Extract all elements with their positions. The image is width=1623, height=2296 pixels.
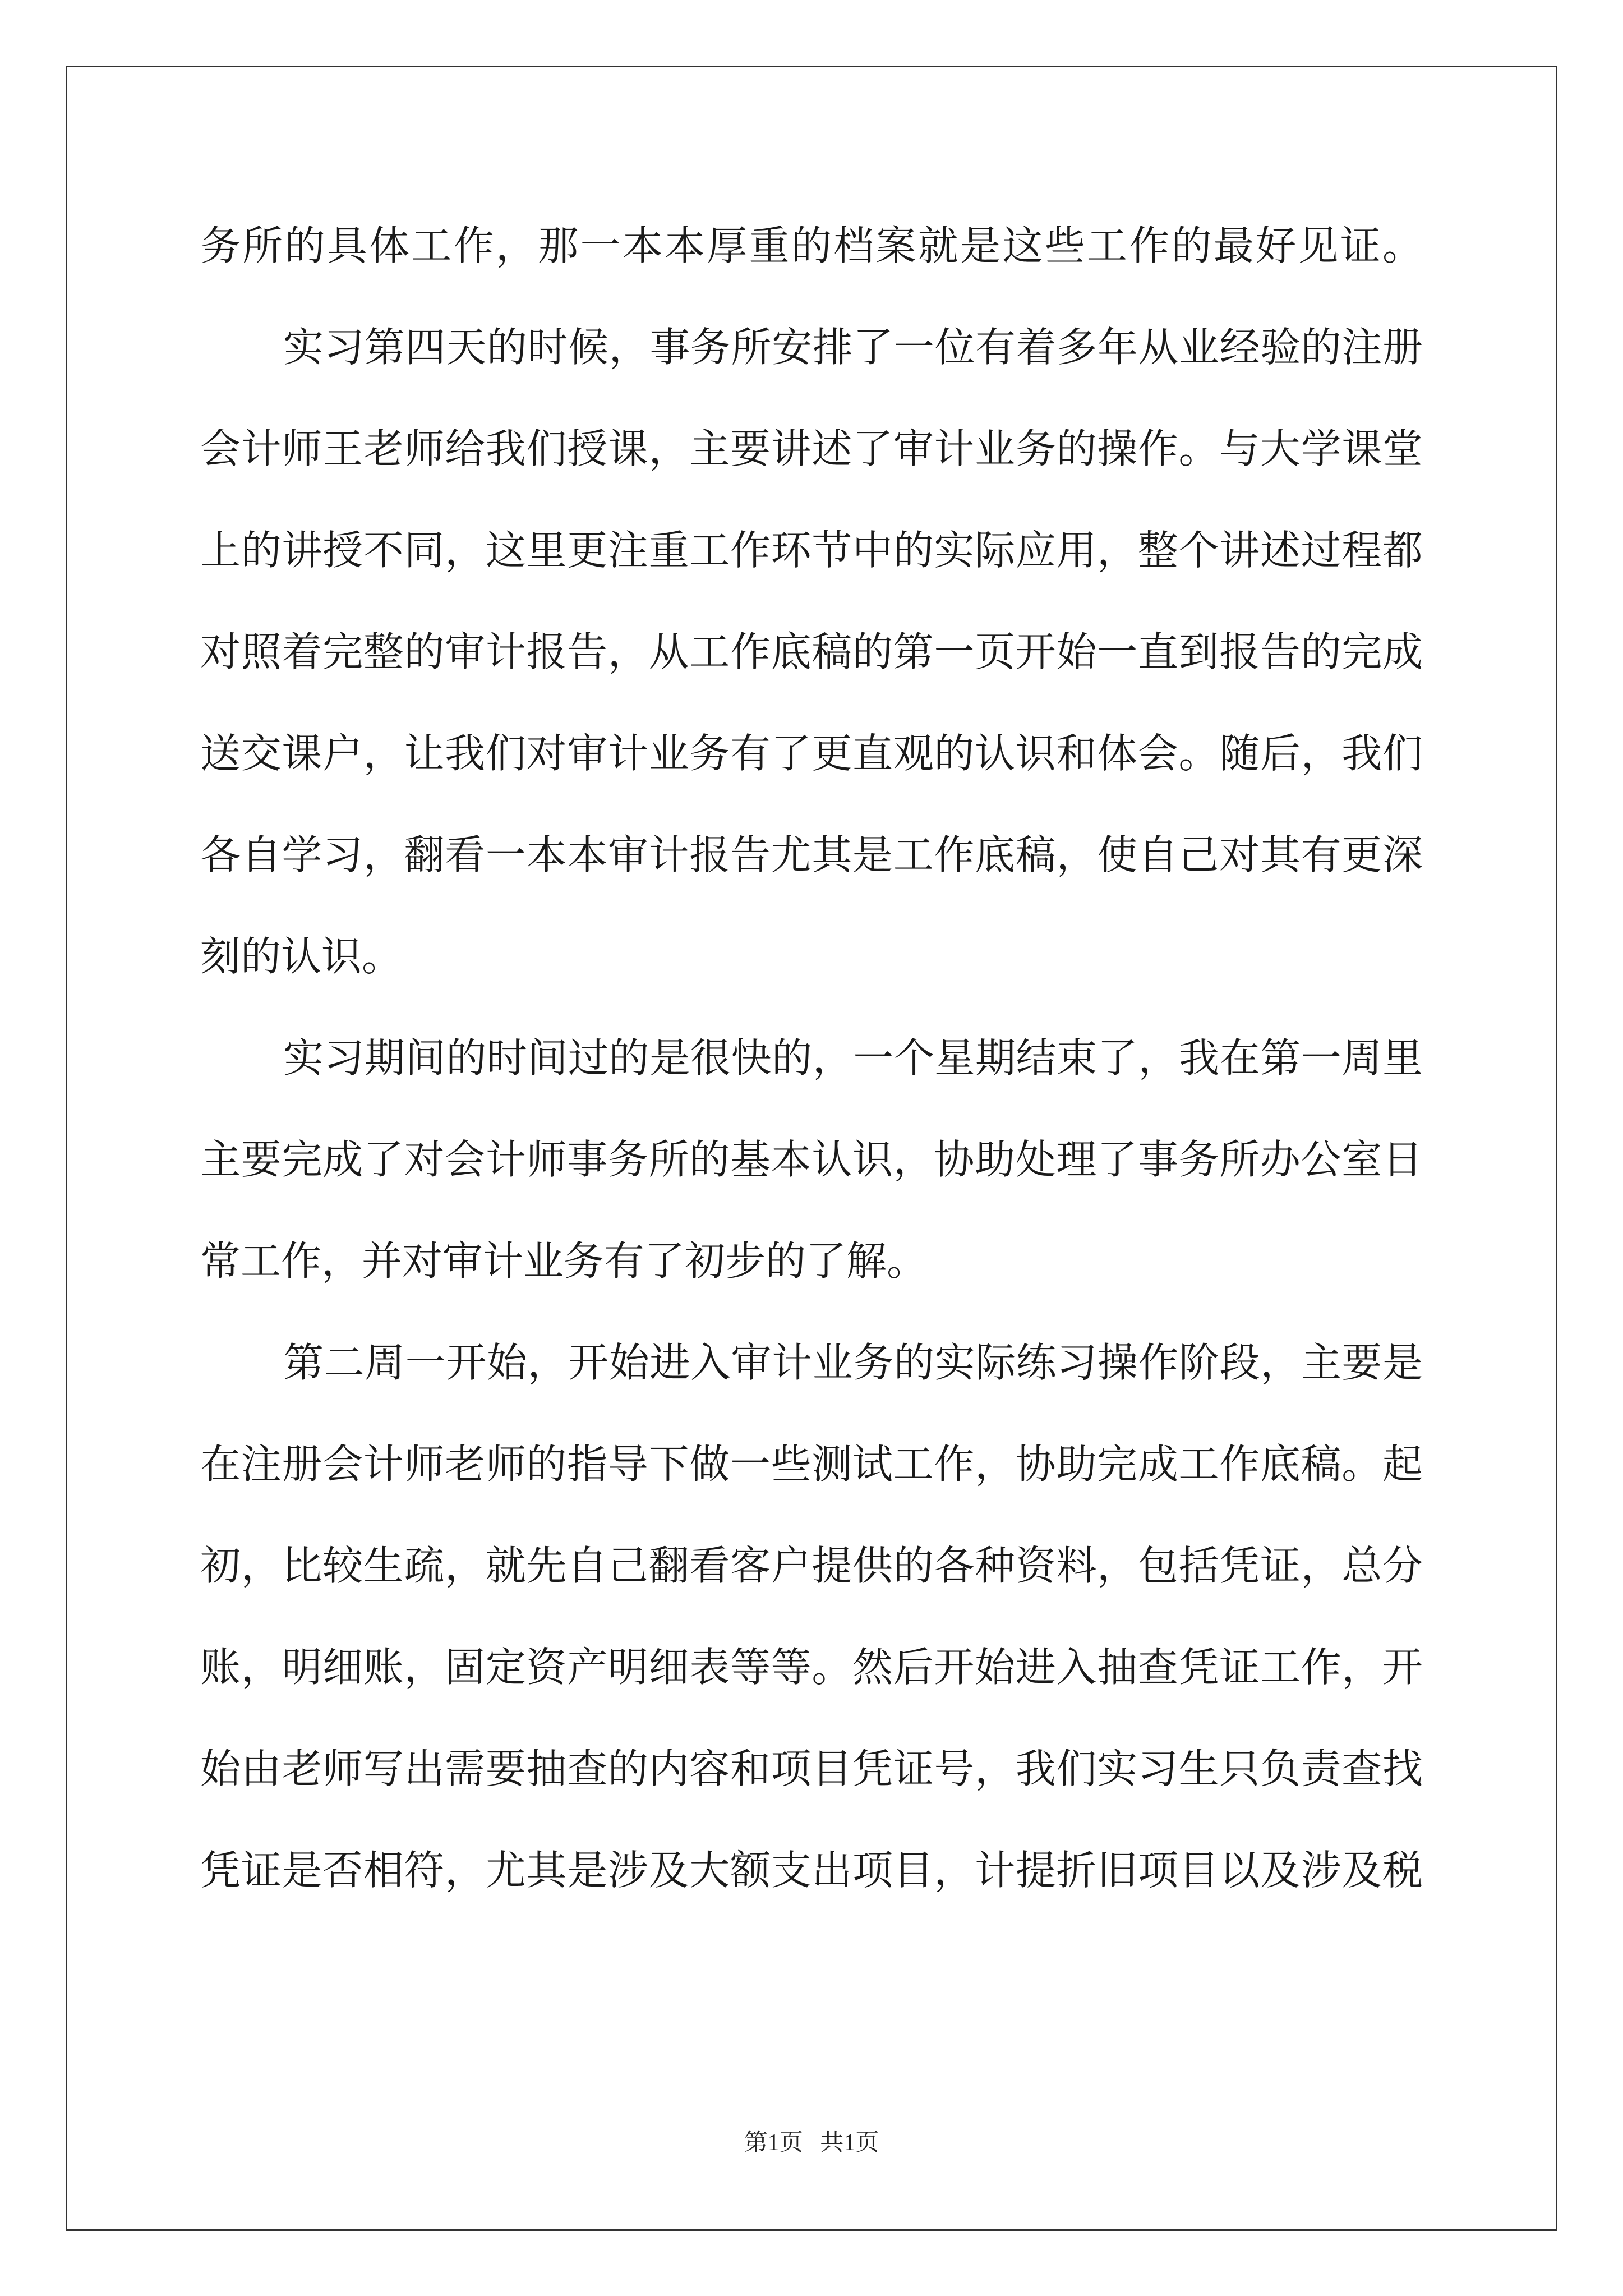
body-text (200, 195, 1423, 1921)
text-line: 账，明细账，固定资产明细表等等。然后开始进入抽查凭证工作，开 (200, 1644, 1423, 1691)
paragraph-last-line: 常工作，并对审计业务有了初步的了解。 (200, 1237, 928, 1285)
text-line: 主要完成了对会计师事务所的基本认识，协助处理了事务所办公室日 (200, 1136, 1423, 1183)
page-number-total: 共1页 (820, 2130, 879, 2156)
text-line: 初，比较生疏，就先自己翻看客户提供的各种资料，包括凭证，总分 (200, 1542, 1423, 1589)
text-line: 送交课户，让我们对审计业务有了更直观的认识和体会。随后，我们 (200, 730, 1423, 777)
text-line: 各自学习，翻看一本本审计报告尤其是工作底稿，使自己对其有更深 (200, 831, 1423, 878)
text-line: 在注册会计师老师的指导下做一些测试工作，协助完成工作底稿。起 (200, 1441, 1423, 1488)
page-number-current: 第1页 (744, 2130, 803, 2156)
paragraph-last-line: 刻的认识。 (200, 933, 403, 980)
text-line: 务所的具体工作，那一本本厚重的档案就是这些工作的最好见证。 (200, 222, 1423, 269)
paragraph-first-line: 实习期间的时间过的是很快的，一个星期结束了，我在第一周里 (283, 1034, 1423, 1082)
text-line: 凭证是否相符，尤其是涉及大额支出项目，计提折旧项目以及涉及税 (200, 1847, 1423, 1894)
text-line: 对照着完整的审计报告，从工作底稿的第一页开始一直到报告的完成 (200, 628, 1423, 675)
paragraph-first-line: 实习第四天的时候，事务所安排了一位有着多年从业经验的注册 (283, 324, 1423, 371)
text-line: 会计师王老师给我们授课，主要讲述了审计业务的操作。与大学课堂 (200, 425, 1423, 472)
page-footer (0, 2124, 1623, 2157)
text-line: 上的讲授不同，这里更注重工作环节中的实际应用，整个讲述过程都 (200, 527, 1423, 574)
paragraph-first-line: 第二周一开始，开始进入审计业务的实际练习操作阶段，主要是 (283, 1339, 1423, 1386)
text-line: 始由老师写出需要抽查的内容和项目凭证号，我们实习生只负责查找 (200, 1745, 1423, 1792)
